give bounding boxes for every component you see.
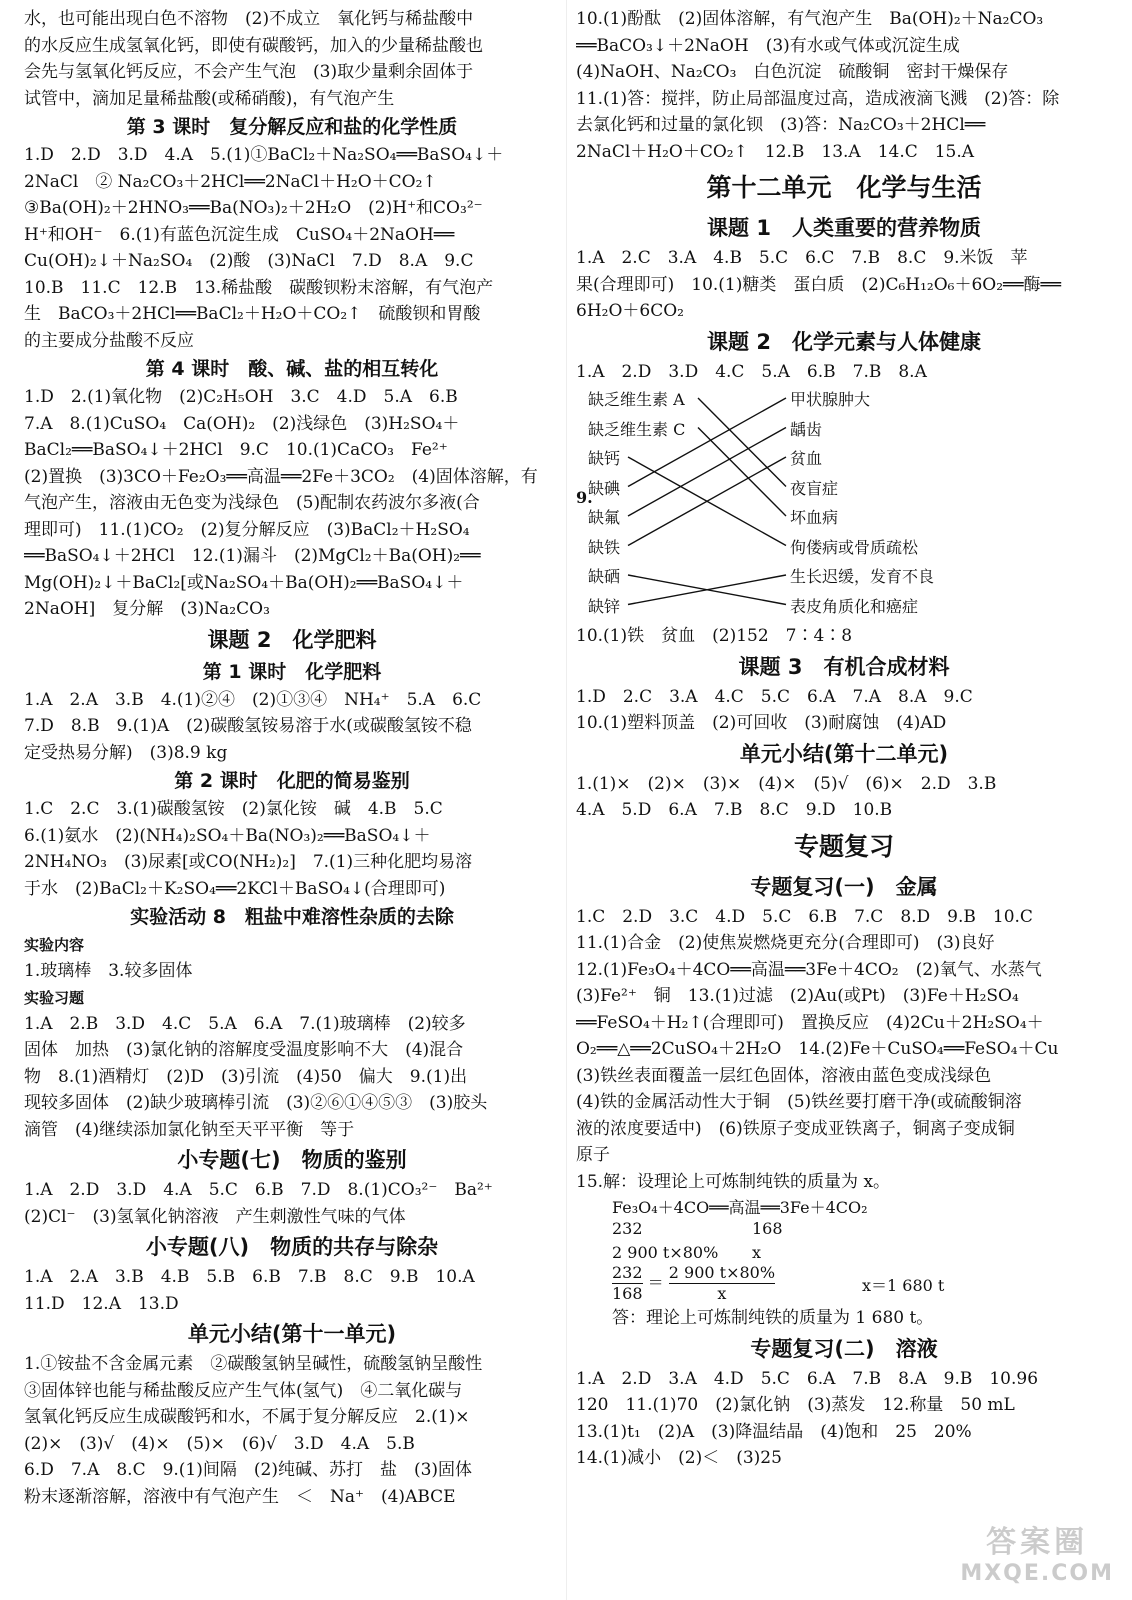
- match-left-item: 缺铁: [588, 537, 621, 557]
- heading-r-topic-1: 课题 1 人类重要的营养物质: [707, 216, 981, 240]
- calc-proportion: $\frac{232}{168}$ ＝ $\frac{2 900 t\times 80\%}{x}$: [612, 1263, 776, 1303]
- heading-review-1: 专题复习(一) 金属: [750, 874, 938, 899]
- text-line: 试管中，滴加足量稀盐酸(或稀硝酸)，有气泡产生: [24, 88, 395, 109]
- fraction-a: [612, 1263, 643, 1304]
- text-line: BaCl₂══BaSO₄↓＋2HCl 9.C 10.(1)CaCO₃ Fe²⁺: [24, 440, 448, 460]
- r-topic-1-answers: [576, 245, 1112, 325]
- watermark-line-2: MXQE.COM: [960, 1561, 1114, 1586]
- heading-special-8: 小专题(八) 物质的共存与除杂: [145, 1235, 439, 1259]
- label-content: 实验内容: [24, 936, 85, 954]
- calc-result: x＝1 680 t: [862, 1276, 945, 1295]
- text-line: 1.A 2.A 3.B 4.B 5.B 6.B 7.B 8.C 9.B 10.A: [24, 1267, 475, 1287]
- heading-topic-2-lesson-1: 第 1 课时 化学肥料: [202, 660, 382, 683]
- text-line: 11.(1)合金 (2)使焦炭燃烧更充分(合理即可) (3)良好: [576, 933, 995, 953]
- text-line: 滴管 (4)继续添加氯化钠至天平平衡 等于: [24, 1119, 355, 1140]
- right-top-block: [576, 6, 1112, 165]
- fraction-b-top: 2 900 t×80%: [668, 1263, 776, 1282]
- text-line: ③Ba(OH)₂＋2HNO₃══Ba(NO₃)₂＋2H₂O (2)H⁺和CO₃²⁻: [24, 198, 483, 218]
- text-line: 会先与氢氧化钙反应，不会产生气泡 (3)取少量剩余固体于: [24, 62, 474, 82]
- match-left-item: 缺锌: [588, 596, 621, 616]
- match-line: [628, 398, 786, 487]
- text-line: 1.A 2.D 3.D 4.A 5.C 6.B 7.D 8.(1)CO₃²⁻ Ba²⁺: [24, 1180, 493, 1200]
- text-line: 7.D 8.B 9.(1)A (2)碳酸氢铵易溶于水(或碳酸氢铵不稳: [24, 716, 472, 736]
- calc-unknown: x: [752, 1243, 762, 1262]
- text-line: 7.A 8.(1)CuSO₄ Ca(OH)₂ (2)浅绿色 (3)H₂SO₄＋: [24, 413, 460, 434]
- heading-topic-2: 课题 2 化学肥料: [207, 627, 377, 652]
- text-line: 2NaCl ② Na₂CO₃＋2HCl══2NaCl＋H₂O＋CO₂↑: [24, 171, 437, 192]
- matching-diagram: [576, 385, 1112, 623]
- special-8-answers: [24, 1264, 560, 1317]
- text-line: 1.A 2.B 3.D 4.C 5.A 6.A 7.(1)玻璃棒 (2)较多: [24, 1013, 466, 1034]
- match-left-item: 缺钙: [588, 449, 621, 468]
- heading-review: 专题复习: [793, 831, 894, 861]
- text-line: 12.(1)Fe₃O₄＋4CO══高温══3Fe＋4CO₂ (2)氧气、水蒸气: [576, 959, 1042, 980]
- heading-special-7: 小专题(七) 物质的鉴别: [177, 1148, 407, 1172]
- text-line: 现较多固体 (2)缺少玻璃棒引流 (3)②⑥①④⑤③ (3)胶头: [24, 1093, 488, 1113]
- match-right-item: 生长迟缓，发育不良: [790, 567, 935, 586]
- text-line: (2)× (3)√ (4)× (5)× (6)√ 3.D 4.A 5.B: [24, 1433, 415, 1454]
- match-right-item: 甲状腺肿大: [790, 390, 871, 409]
- match-right-item: 龋齿: [790, 419, 823, 439]
- calc-equation: Fe₃O₄＋4CO══高温══3Fe＋4CO₂: [612, 1198, 868, 1217]
- match-right-item: 表皮角质化和癌症: [790, 596, 919, 616]
- text-line: 粉末逐渐溶解，溶液中有气泡产生 ＜ Na⁺ (4)ABCE: [24, 1486, 456, 1507]
- text-line: 1.D 2.D 3.D 4.A 5.(1)①BaCl₂＋Na₂SO₄══BaSO₄↓＋: [24, 145, 504, 165]
- heading-summary-11: 单元小结(第十一单元): [187, 1322, 397, 1346]
- text-line: 15.解：设理论上可炼制纯铁的质量为 x。: [576, 1171, 891, 1192]
- text-line: 液的浓度要适中) (6)铁原子变成亚铁离子，铜离子变成铜: [576, 1118, 1015, 1139]
- text-line: 1.A 2.D 3.D 4.C 5.A 6.B 7.B 8.A: [576, 361, 927, 382]
- heading-unit-12: 第十二单元 化学与生活: [706, 173, 982, 202]
- text-line: (4)铁的金属活动性大于铜 (5)铁丝要打磨干净(或硫酸铜溶: [576, 1092, 1022, 1112]
- left-column: [24, 6, 560, 1510]
- match-left-item: 缺氟: [588, 508, 621, 527]
- left-top-block: [24, 6, 560, 112]
- match-left-item: 缺硒: [588, 567, 621, 586]
- text-line: ══FeSO₄＋H₂↑(合理即可) 置换反应 (4)2Cu＋2H₂SO₄＋: [576, 1012, 1044, 1033]
- text-line: 物 8.(1)酒精灯 (2)D (3)引流 (4)50 偏大 9.(1)出: [24, 1066, 468, 1087]
- text-line: 定受热易分解) (3)8.9 kg: [24, 742, 228, 763]
- text-line: 120 11.(1)70 (2)氯化钠 (3)蒸发 12.称量 50 mL: [576, 1395, 1015, 1415]
- right-column: [576, 6, 1112, 1472]
- watermark-line-1: 答案圈: [986, 1525, 1089, 1560]
- text-line: 4.A 5.D 6.A 7.B 8.C 9.D 10.B: [576, 800, 893, 820]
- calc-given: 2 900 t×80%: [612, 1243, 719, 1262]
- text-line: 6H₂O＋6CO₂: [576, 301, 684, 321]
- fraction-b: [669, 1263, 775, 1304]
- heading-review-2: 专题复习(二) 溶液: [750, 1336, 938, 1361]
- text-line: (3)铁丝表面覆盖一层红色固体，溶液由蓝色变成浅绿色: [576, 1065, 992, 1086]
- heading-summary-12: 单元小结(第十二单元): [739, 741, 949, 766]
- text-line: ③固体锌也能与稀盐酸反应产生气体(氢气) ④二氧化碳与: [24, 1380, 463, 1401]
- heading-r-topic-3: 课题 3 有机合成材料: [738, 654, 950, 679]
- text-line: 10.B 11.C 12.B 13.稀盐酸 碳酸钡粉末溶解，有气泡产: [24, 277, 494, 298]
- text-line: 1.D 2.(1)氧化物 (2)C₂H₅OH 3.C 4.D 5.A 6.B: [24, 387, 458, 407]
- heading-lesson-4: 第 4 课时 酸、碱、盐的相互转化: [145, 358, 439, 380]
- text-line: 理即可) 11.(1)CO₂ (2)复分解反应 (3)BaCl₂＋H₂SO₄: [24, 519, 470, 540]
- text-line: H⁺和OH⁻ 6.(1)有蓝色沉淀生成 CuSO₄＋2NaOH══: [24, 224, 455, 245]
- r-topic-3-answers: [576, 684, 1112, 737]
- text-line: (3)Fe²⁺ 铜 13.(1)过滤 (2)Au(或Pt) (3)Fe＋H₂SO₄: [576, 986, 1019, 1006]
- text-line: 1.玻璃棒 3.较多固体: [24, 961, 193, 981]
- topic-2-lesson-1-answers: [24, 687, 560, 767]
- text-line: 于水 (2)BaCl₂＋K₂SO₄══2KCl＋BaSO₄↓(合理即可): [24, 878, 446, 899]
- match-left-item: 缺乏维生素 C: [588, 419, 686, 439]
- text-line: 1.C 2.C 3.(1)碳酸氢铵 (2)氯化铵 碱 4.B 5.C: [24, 799, 443, 819]
- match-right-item: 贫血: [790, 449, 823, 468]
- text-line: 10.(1)塑料顶盖 (2)可回收 (3)耐腐蚀 (4)AD: [576, 713, 947, 733]
- lesson-3-answers: [24, 142, 560, 354]
- text-line: 的主要成分盐酸不反应: [24, 330, 194, 351]
- match-line: [698, 428, 786, 517]
- watermark-logo: [960, 1517, 1114, 1586]
- match-line: [628, 428, 786, 517]
- review-2-answers: [576, 1366, 1112, 1472]
- text-line: 1.A 2.C 3.A 4.B 5.C 6.C 7.B 8.C 9.米饭 苹: [576, 248, 1028, 268]
- text-line: 2NaOH] 复分解 (3)Na₂CO₃: [24, 599, 270, 619]
- text-line: 2NaCl＋H₂O＋CO₂↑ 12.B 13.A 14.C 15.A: [576, 141, 975, 162]
- text-line: 10.(1)铁 贫血 (2)152 7∶4∶8: [576, 626, 853, 646]
- label-exercise: 实验习题: [24, 988, 85, 1007]
- text-line: Cu(OH)₂↓＋Na₂SO₄ (2)酸 (3)NaCl 7.D 8.A 9.C: [24, 251, 474, 271]
- text-line: 1.A 2.A 3.B 4.(1)②④ (2)①③④ NH₄⁺ 5.A 6.C: [24, 689, 482, 710]
- text-line: 水，也可能出现白色不溶物 (2)不成立 氧化钙与稀盐酸中: [24, 9, 474, 29]
- fraction-b-bottom: x: [717, 1284, 727, 1303]
- text-line: 1.(1)× (2)× (3)× (4)× (5)√ (6)× 2.D 3.B: [576, 773, 997, 794]
- text-line: (2)置换 (3)3CO＋Fe₂O₃══高温══2Fe＋3CO₂ (4)固体溶解，有: [24, 466, 538, 487]
- text-line: 11.(1)答：搅拌，防止局部温度过高，造成液滴飞溅 (2)答：除: [576, 88, 1060, 109]
- calc-mass-1: 232: [612, 1219, 643, 1238]
- heading-topic-2-lesson-2: 第 2 课时 化肥的简易鉴别: [174, 770, 410, 792]
- text-line: 14.(1)减小 (2)＜ (3)25: [576, 1448, 782, 1468]
- text-line: 去氯化钙和过量的氯化钡 (3)答：Na₂CO₃＋2HCl══: [576, 115, 986, 135]
- match-question-number: 9.: [576, 488, 593, 507]
- text-line: Mg(OH)₂↓＋BaCl₂[或Na₂SO₄＋Ba(OH)₂══BaSO₄↓＋: [24, 572, 464, 593]
- match-right-item: 夜盲症: [790, 478, 839, 498]
- text-line: (4)NaOH、Na₂CO₃ 白色沉淀 硫酸铜 密封干燥保存: [576, 62, 1009, 82]
- text-line: 1.D 2.C 3.A 4.C 5.C 6.A 7.A 8.A 9.C: [576, 686, 973, 707]
- lesson-4-answers: [24, 384, 560, 623]
- text-line: 2NH₄NO₃ (3)尿素[或CO(NH₂)₂] 7.(1)三种化肥均易溶: [24, 852, 473, 872]
- text-line: 1.A 2.D 3.A 4.D 5.C 6.A 7.B 8.A 9.B 10.96: [576, 1368, 1039, 1389]
- heading-activity-8: 实验活动 8 粗盐中难溶性杂质的去除: [130, 906, 454, 928]
- special-7-answers: [24, 1177, 560, 1230]
- topic-2-lesson-2-answers: [24, 796, 560, 902]
- text-line: 氢氧化钙反应生成碳酸钙和水，不属于复分解反应 2.(1)×: [24, 1407, 470, 1427]
- summary-11-answers: [24, 1351, 560, 1510]
- text-line: 10.(1)酚酞 (2)固体溶解，有气泡产生 Ba(OH)₂＋Na₂CO₃: [576, 9, 1044, 29]
- text-line: (2)Cl⁻ (3)氢氧化钠溶液 产生刺激性气味的气体: [24, 1206, 406, 1227]
- text-line: 生 BaCO₃＋2HCl══BaCl₂＋H₂O＋CO₂↑ 硫酸钡和胃酸: [24, 304, 481, 324]
- heading-lesson-3: 第 3 课时 复分解反应和盐的化学性质: [126, 116, 458, 138]
- fraction-a-top: 232: [612, 1263, 643, 1282]
- match-right-item: 佝偻病或骨质疏松: [790, 537, 919, 557]
- text-line: 果(合理即可) 10.(1)糖类 蛋白质 (2)C₆H₁₂O₆＋6O₂══酶══: [576, 274, 1061, 295]
- heading-r-topic-2: 课题 2 化学元素与人体健康: [707, 329, 981, 354]
- text-line: 11.D 12.A 13.D: [24, 1293, 179, 1314]
- text-line: 原子: [576, 1145, 610, 1165]
- calculation-block: [612, 1195, 1112, 1305]
- text-line: 1.C 2.D 3.C 4.D 5.C 6.B 7.C 8.D 9.B 10.C: [576, 906, 1033, 927]
- text-line: 的水反应生成氢氧化钙，即使有碳酸钙，加入的少量稀盐酸也: [24, 35, 483, 56]
- text-line: ══BaSO₄↓＋2HCl 12.(1)漏斗 (2)MgCl₂＋Ba(OH)₂══: [24, 546, 481, 566]
- text-line: 6.(1)氨水 (2)(NH₄)₂SO₄＋Ba(NO₃)₂══BaSO₄↓＋: [24, 825, 431, 846]
- fraction-a-bottom: 168: [612, 1284, 643, 1303]
- match-left-item: 缺碘: [588, 478, 621, 498]
- text-line: 13.(1)t₁ (2)A (3)降温结晶 (4)饱和 25 20%: [576, 1421, 972, 1442]
- text-line: O₂══△══2CuSO₄＋2H₂O 14.(2)Fe＋CuSO₄══FeSO₄＋Cu: [576, 1039, 1059, 1059]
- column-divider: [566, 0, 567, 1600]
- text-line: 固体 加热 (3)氯化钠的溶解度受温度影响不大 (4)混合: [24, 1040, 464, 1060]
- match-left-item: 缺乏维生素 A: [588, 390, 685, 409]
- exercise-answers: [24, 1011, 560, 1144]
- summary-12-answers: [576, 771, 1112, 824]
- match-line: [698, 398, 786, 487]
- text-line: ══BaCO₃↓＋2NaOH (3)有水或气体或沉淀生成: [576, 35, 960, 56]
- text-line: 气泡产生，溶液由无色变为浅绿色 (5)配制农药波尔多液(合: [24, 493, 480, 513]
- calc-mass-2: 168: [752, 1219, 783, 1238]
- text-line: 6.D 7.A 8.C 9.(1)间隔 (2)纯碱、苏打 盐 (3)固体: [24, 1460, 473, 1480]
- text-line: 答：理论上可炼制纯铁的质量为 1 680 t。: [612, 1308, 934, 1328]
- match-right-item: 坏血病: [790, 508, 839, 527]
- review-1-answers: [576, 904, 1112, 1196]
- text-line: 1.①铵盐不含金属元素 ②碳酸氢钠呈碱性，硫酸氢钠呈酸性: [24, 1354, 483, 1374]
